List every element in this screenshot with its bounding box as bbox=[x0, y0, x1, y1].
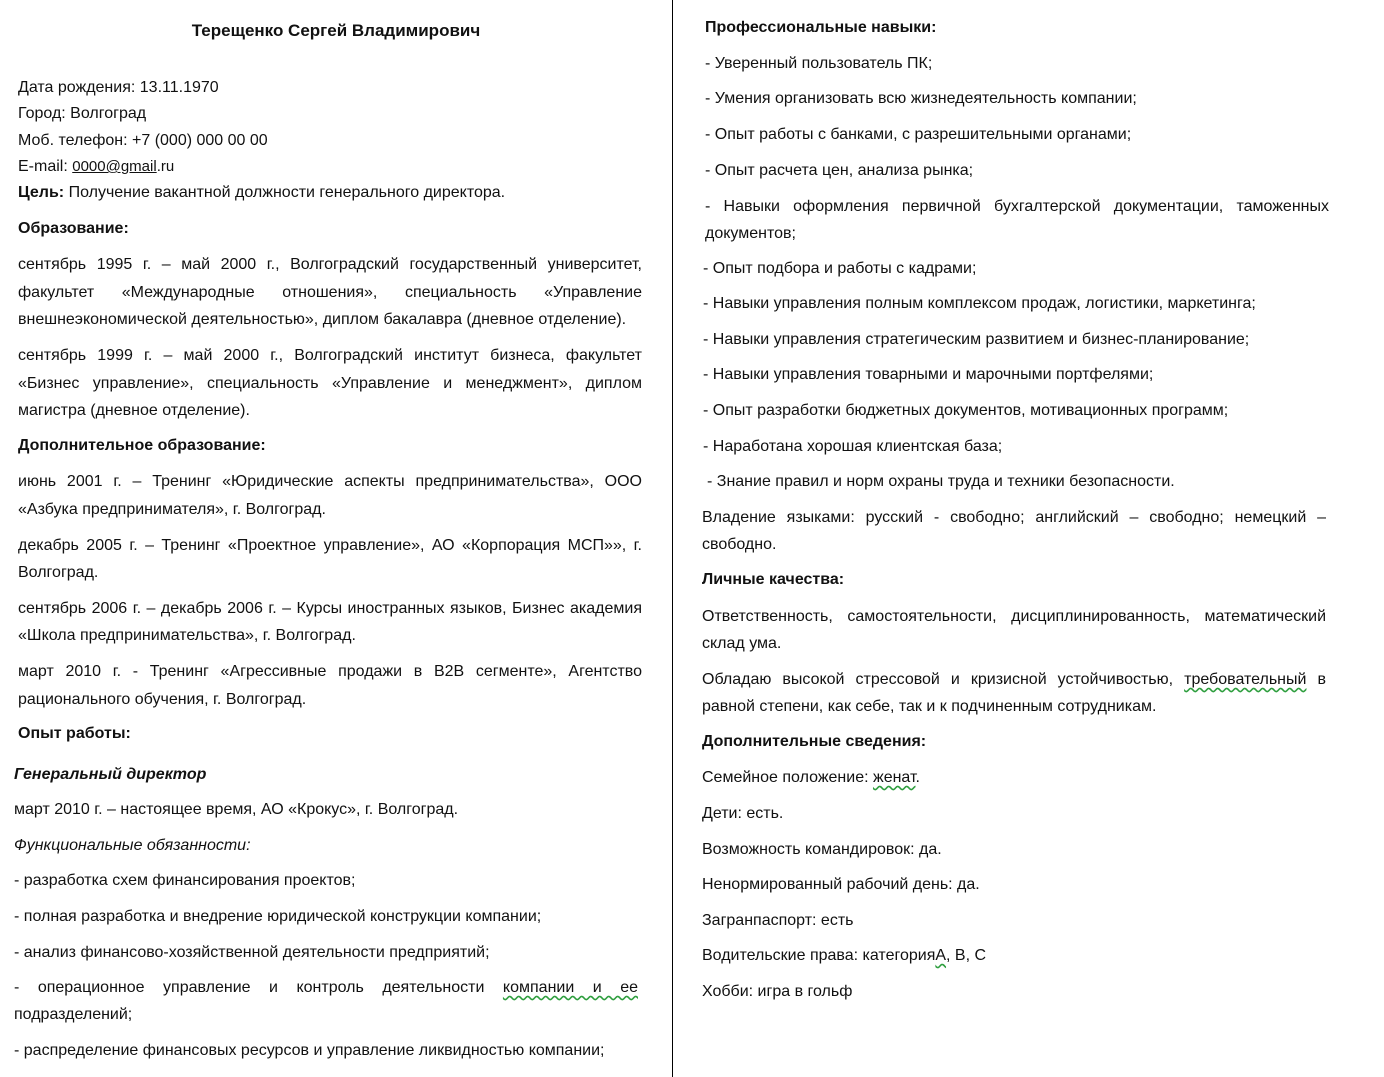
education-1-line-2: факультет «Международные отношения», специальность «Управление bbox=[18, 284, 642, 301]
job-period: март 2010 г. – настоящее время, АО «Крокус», г. Волгоград. bbox=[14, 801, 459, 818]
skill-item: - Опыт расчета цен, анализа рынка; bbox=[705, 162, 974, 179]
skill-item: - Наработана хорошая клиентская база; bbox=[703, 438, 1003, 455]
additional-heading: Дополнительные сведения: bbox=[702, 733, 927, 750]
skill-item: - Знание правил и норм охраны труда и техники безопасности. bbox=[707, 473, 1175, 490]
extra-education-4-line-2: рационального обучения, г. Волгоград. bbox=[18, 691, 307, 708]
passport: Загранпаспорт: есть bbox=[702, 912, 854, 929]
extra-education-3-line-1: сентябрь 2006 г. – декабрь 2006 г. – Курсы иностранных языков, Бизнес академия bbox=[18, 600, 642, 617]
personal-p2-text: Обладаю высокой стрессовой и кризисной устойчивостью, bbox=[702, 671, 1174, 688]
duties-heading: Функциональные обязанности: bbox=[14, 837, 251, 854]
personal-heading: Личные качества: bbox=[702, 571, 845, 588]
birth-value: 13.11.1970 bbox=[139, 79, 219, 96]
extra-education-2-line-1: декабрь 2005 г. – Тренинг «Проектное управление», АО «Корпорация МСП»», г. bbox=[18, 537, 642, 554]
email-domain: .ru bbox=[156, 158, 175, 175]
duty-4-spellcheck-text: компании и ее bbox=[502, 979, 638, 996]
hobby: Хобби: игра в гольф bbox=[702, 983, 853, 1000]
working-hours: Ненормированный рабочий день: да. bbox=[702, 876, 980, 893]
duty-item-4-line-1 bbox=[14, 978, 638, 998]
duty-4-text: - операционное управление и контроль деятельности bbox=[14, 979, 485, 996]
skill-item: - Опыт работы с банками, с разрешительными органами; bbox=[705, 126, 1132, 143]
personal-p2-line-2: равной степени, как себе, так и к подчиненным сотрудникам. bbox=[702, 698, 1157, 715]
goal-label: Цель: bbox=[18, 184, 65, 201]
extra-education-2-line-2: Волгоград. bbox=[18, 564, 99, 581]
education-2-line-3: магистра (дневное отделение). bbox=[18, 402, 250, 419]
education-2-line-1: сентябрь 1999 г. – май 2000 г., Волгоградский институт бизнеса, факультет bbox=[18, 347, 642, 364]
marital-label: Семейное положение: bbox=[702, 769, 869, 786]
license-categories-rest: , В, С bbox=[946, 947, 987, 964]
job-position: Генеральный директор bbox=[14, 766, 207, 783]
skill-item: - Навыки управления полным комплексом продаж, логистики, маркетинга; bbox=[703, 295, 1256, 312]
personal-p2-line-1 bbox=[702, 670, 1326, 690]
phone bbox=[18, 131, 268, 151]
extra-education-1-line-2: «Азбука предпринимателя», г. Волгоград. bbox=[18, 501, 326, 518]
city-value: Волгоград bbox=[70, 105, 147, 122]
skill-item-5-line-1: - Навыки оформления первичной бухгалтерской документации, таможенных bbox=[705, 198, 1329, 215]
personal-p1-line-2: склад ума. bbox=[702, 635, 782, 652]
email-link[interactable]: 0000@gmail bbox=[72, 158, 157, 175]
goal-value: Получение вакантной должности генерального директора. bbox=[68, 184, 506, 201]
personal-p1-line-1: Ответственность, самостоятельности, дисциплинированность, математический bbox=[702, 608, 1326, 625]
resume-name: Терещенко Сергей Владимирович bbox=[191, 21, 481, 40]
city-label: Город: bbox=[18, 105, 66, 122]
phone-value: +7 (000) 000 00 00 bbox=[132, 132, 268, 149]
marital-value: женат bbox=[872, 769, 916, 786]
languages-line-2: свободно. bbox=[702, 536, 777, 553]
children: Дети: есть. bbox=[702, 805, 784, 822]
skills-heading: Профессиональные навыки: bbox=[705, 19, 937, 36]
duty-item: - распределение финансовых ресурсов и управление ликвидностью компании; bbox=[14, 1042, 605, 1059]
extra-education-3-line-2: «Школа предпринимательства», г. Волгоград. bbox=[18, 627, 356, 644]
license-category-a: А bbox=[935, 947, 947, 964]
skill-item: - Навыки управления стратегическим развитием и бизнес-планирование; bbox=[703, 331, 1250, 348]
skill-item: - Уверенный пользователь ПК; bbox=[705, 55, 933, 72]
extra-education-1-line-1: июнь 2001 г. – Тренинг «Юридические аспекты предпринимательства», ООО bbox=[18, 473, 642, 490]
goal bbox=[18, 183, 505, 203]
duty-item: - анализ финансово-хозяйственной деятельности предприятий; bbox=[14, 944, 490, 961]
birth-label: Дата рождения: bbox=[18, 79, 136, 96]
license-label: Водительские права: категория bbox=[702, 947, 936, 964]
education-1-line-1: сентябрь 1995 г. – май 2000 г., Волгоградский государственный университет, bbox=[18, 256, 642, 273]
languages-line-1: Владение языками: русский - свободно; английский – свободно; немецкий – bbox=[702, 509, 1326, 526]
city bbox=[18, 104, 146, 124]
skill-item-5-line-2: документов; bbox=[705, 225, 796, 242]
skill-item: - Опыт разработки бюджетных документов, мотивационных программ; bbox=[703, 402, 1229, 419]
education-1-line-3: внешнеэкономической деятельностью», диплом бакалавра (дневное отделение). bbox=[18, 311, 627, 328]
marital-status bbox=[702, 768, 920, 788]
education-2-line-2: «Бизнес управление», специальность «Управление и менеджмент», диплом bbox=[18, 375, 642, 392]
education-heading: Образование: bbox=[18, 220, 129, 237]
extra-education-heading: Дополнительное образование: bbox=[18, 437, 266, 454]
experience-heading: Опыт работы: bbox=[18, 725, 131, 742]
driving-license bbox=[702, 946, 986, 966]
duty-item: - разработка схем финансирования проектов; bbox=[14, 872, 356, 889]
email-label: E-mail: bbox=[18, 158, 68, 175]
personal-p2-spellcheck-word: требовательный bbox=[1184, 671, 1307, 688]
duty-item-4-line-2: подразделений; bbox=[14, 1006, 133, 1023]
birth-date bbox=[18, 78, 219, 98]
column-divider bbox=[672, 0, 673, 1077]
duty-item: - полная разработка и внедрение юридической конструкции компании; bbox=[14, 908, 542, 925]
phone-label: Моб. телефон: bbox=[18, 132, 128, 149]
personal-p2-tail: в bbox=[1317, 671, 1326, 688]
extra-education-4-line-1: март 2010 г. - Тренинг «Агрессивные продажи в B2B сегменте», Агентство bbox=[18, 663, 642, 680]
skill-item: - Навыки управления товарными и марочными портфелями; bbox=[703, 366, 1154, 383]
email bbox=[18, 157, 174, 177]
skill-item: - Умения организовать всю жизнедеятельность компании; bbox=[705, 90, 1137, 107]
skill-item: - Опыт подбора и работы с кадрами; bbox=[703, 260, 977, 277]
marital-dot: . bbox=[915, 769, 920, 786]
business-trips: Возможность командировок: да. bbox=[702, 841, 942, 858]
